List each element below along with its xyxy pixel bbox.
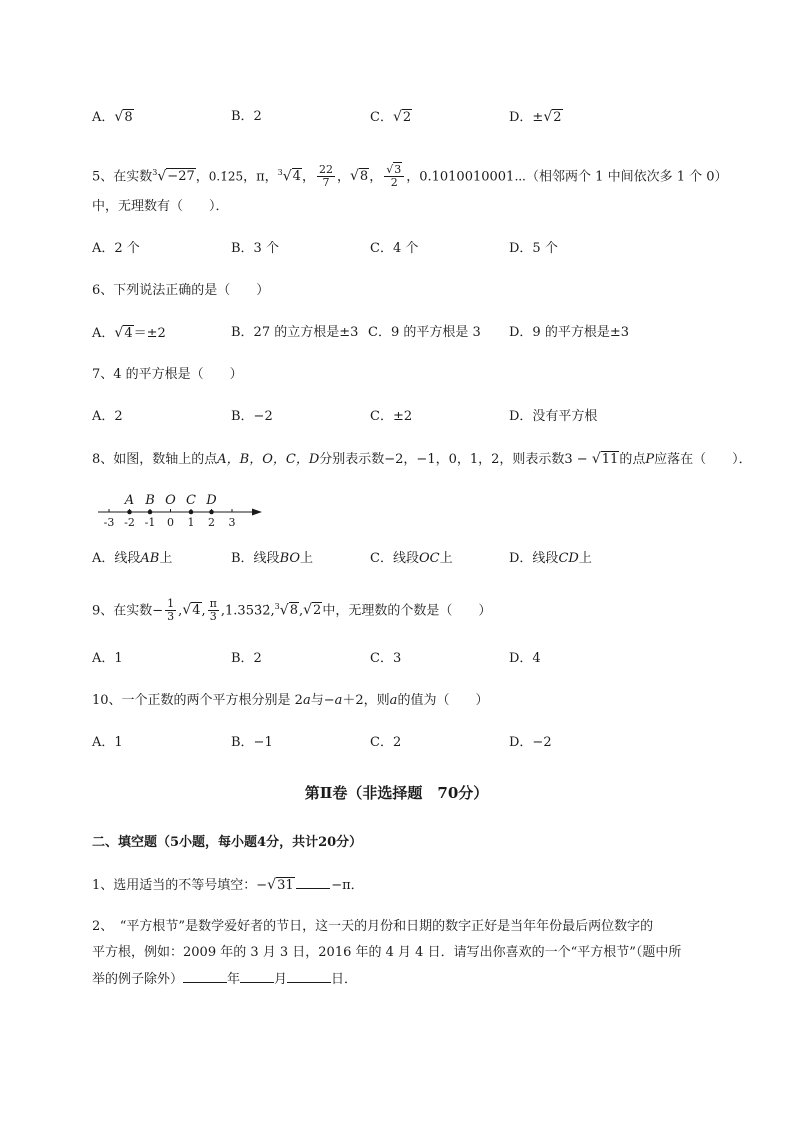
axis-tick-label: -2 (124, 516, 135, 529)
axis-point-dot (189, 510, 194, 515)
axis-tick-label: 0 (167, 516, 174, 529)
answer-blank-day[interactable] (287, 970, 331, 983)
q6-option-d: D．9 的平方根是±3 (509, 325, 629, 340)
q4-option-d: D．±√2 (509, 109, 562, 125)
answer-blank-year[interactable] (183, 970, 227, 983)
fill-question-2-line1: 2、 “平方根节”是数学爱好者的节日，这一天的月份和日期的数字正好是当年年份最后两位数字的 (92, 919, 654, 934)
q5-stem-line2: 中，无理数有（ ）． (92, 199, 229, 214)
q9-option-c: C．3 (370, 651, 402, 666)
axis-point-label: A (124, 493, 135, 508)
q5-option-a: A．2 个 (92, 241, 140, 256)
q10-option-d: D．−2 (509, 735, 552, 750)
answer-blank[interactable] (296, 876, 330, 889)
fill-question-2-line2: 平方根，例如：2009 年的 3 月 3 日，2016 年的 4 月 4 日．请写出你喜欢的一个“平方根节”（题中所 (92, 945, 682, 960)
q7-option-c: C．±2 (370, 409, 413, 424)
q6-option-c: C．9 的平方根是 3 (368, 325, 481, 340)
axis-point-label: B (145, 493, 155, 508)
answer-blank-month[interactable] (240, 970, 274, 983)
axis-tick-label: 1 (187, 516, 195, 529)
q7-option-a: A．2 (92, 409, 123, 424)
q7-stem: 7、4 的平方根是（ ） (92, 367, 243, 382)
axis-point-label: O (165, 493, 176, 508)
q9-stem: 9、在实数− $\frac{1}{3}$ ,√4, $\frac{\pi}{3}$ ,1.353̇2̇,$^3$√8,√2中，无理数的个数是（ ） (92, 597, 492, 624)
q7-option-d: D．没有平方根 (509, 409, 598, 424)
axis-arrow-icon (252, 509, 262, 516)
q6-option-b: B．27 的立方根是±3 (231, 325, 359, 340)
q8-option-c: C．线段OC上 (370, 551, 453, 566)
axis-point-label: D (206, 493, 217, 508)
axis-point-dot (127, 510, 132, 515)
q8-stem: 8、如图，数轴上的点A，B，O，C，D分别表示数−2，−1，0，1，2，则表示数3 − √11的点P应落在（ ）． (92, 451, 752, 467)
number-line-figure (94, 488, 269, 532)
q4-option-c: C．√2 (370, 109, 412, 125)
fill-question-2-line3: 举的例子除外） 年 月 日． (92, 972, 358, 987)
part-two-title: 第Ⅱ卷（非选择题 70分） (304, 784, 489, 802)
q5-option-b: B．3 个 (231, 241, 279, 256)
axis-point-dot (148, 510, 153, 515)
q10-option-b: B．−1 (231, 735, 273, 750)
q5-option-c: C．4 个 (370, 241, 419, 256)
q6-stem: 6、下列说法正确的是（ ） (92, 283, 270, 298)
q10-stem: 10、一个正数的两个平方根分别是 2a与−a＋2，则a的值为（ ） (92, 693, 489, 708)
q9-option-a: A．1 (92, 651, 123, 666)
q6-option-a: A．√4＝±2 (92, 325, 166, 341)
q8-option-b: B．线段BO上 (231, 551, 314, 566)
q9-option-b: B．2 (231, 651, 262, 666)
axis-tick-label: -3 (103, 516, 115, 529)
axis-tick-label: -1 (144, 516, 156, 529)
axis-tick-label: 3 (228, 516, 236, 529)
q5-option-d: D．5 个 (509, 241, 558, 256)
q10-option-a: A．1 (92, 735, 123, 750)
q10-option-c: C．2 (370, 735, 402, 750)
q4-option-b: B．2 (231, 109, 262, 124)
fill-question-1: 1、选用适当的不等号填空：−√31 −π． (92, 877, 364, 893)
q8-option-d: D．线段CD上 (509, 551, 592, 566)
q5-stem: 5、在实数$^3$√−27，0.1̇25̇，π，$^3$√4， $\frac{22}{7}$ ，√8， $\frac{√3}{2}$ ，0.1010010001⋯（相邻两个 1 中间依次多 1 个 0） (92, 163, 728, 190)
axis-point-dot (209, 510, 214, 515)
axis-point-label: C (186, 493, 196, 508)
section-two-title: 二、填空题（5小题，每小题4分，共计20分） (92, 835, 363, 850)
q8-option-a: A．线段AB上 (92, 551, 173, 566)
q7-option-b: B．−2 (231, 409, 273, 424)
q4-option-a: A．√8 (92, 109, 133, 125)
axis-tick-label: 2 (208, 516, 215, 529)
q9-option-d: D．4 (509, 651, 541, 666)
